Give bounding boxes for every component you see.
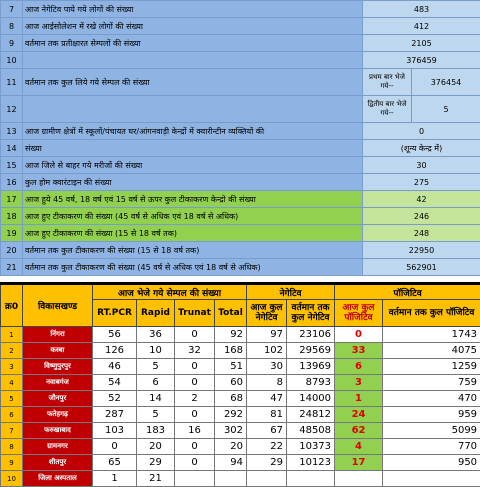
row-value: 30 bbox=[363, 157, 480, 174]
header-today-positive: आज कुल पॉजिटिव bbox=[335, 300, 383, 327]
table-row bbox=[1, 439, 480, 455]
cell-cum-negative: 14000 bbox=[287, 391, 335, 407]
row-number: 17 bbox=[1, 191, 23, 208]
cell-rapid: 20 bbox=[137, 439, 175, 455]
cell-total: 51 bbox=[215, 359, 247, 375]
cell-rtpcr: 56 bbox=[93, 327, 137, 343]
cell-sno: 7 bbox=[1, 423, 23, 439]
row-label: वर्तमान तक प्रतीक्षारत सेम्पलों की संख्या bbox=[23, 35, 363, 52]
cell-today-positive: 24 bbox=[335, 407, 383, 423]
row-value: 0 bbox=[363, 123, 480, 140]
row-label: आज नेगेटिव पाये गये लोगों की संख्या bbox=[23, 1, 363, 18]
cell-cum-negative: 13969 bbox=[287, 359, 335, 375]
cell-sno: 2 bbox=[1, 343, 23, 359]
row-sub-label: प्रथम बार भेजे गये-- bbox=[363, 69, 412, 95]
cell-today-positive: 1 bbox=[335, 391, 383, 407]
group-header-samples: आज भेजे गये सेम्पल की संख्या bbox=[93, 284, 247, 300]
cell-block: फतेहगढ़ bbox=[23, 407, 93, 423]
cell-today-negative: 29 bbox=[247, 455, 287, 471]
row-number: 7 bbox=[1, 1, 23, 18]
cell-sno: 8 bbox=[1, 439, 23, 455]
cell-block: कस्बा bbox=[23, 343, 93, 359]
row-value: 376454 bbox=[412, 69, 480, 95]
row-label: आज जिले से बाहर गये मरीजों की संख्या bbox=[23, 157, 363, 174]
cell-rtpcr: 287 bbox=[93, 407, 137, 423]
cell-trunat: 0 bbox=[175, 439, 215, 455]
cell-today-positive: 4 bbox=[335, 439, 383, 455]
cell-sno: 10 bbox=[1, 471, 23, 487]
summary-row bbox=[1, 242, 480, 259]
summary-row bbox=[1, 174, 480, 191]
cell-block: ग्रामनगर bbox=[23, 439, 93, 455]
row-number: 14 bbox=[1, 140, 23, 157]
cell-today-positive: 62 bbox=[335, 423, 383, 439]
summary-row bbox=[1, 96, 480, 123]
cell-cum-positive: 759 bbox=[383, 375, 480, 391]
cell-block: शीतपुर bbox=[23, 455, 93, 471]
summary-row bbox=[1, 140, 480, 157]
summary-row bbox=[1, 123, 480, 140]
cell-cum-positive: 959 bbox=[383, 407, 480, 423]
header-block: विकासखण्ड bbox=[23, 284, 93, 327]
cell-block: नवाबगंज bbox=[23, 375, 93, 391]
cell-rapid: 21 bbox=[137, 471, 175, 487]
row-number: 18 bbox=[1, 208, 23, 225]
cell-total: 92 bbox=[215, 327, 247, 343]
cell-cum-positive: 770 bbox=[383, 439, 480, 455]
cell-block: जौनपुर bbox=[23, 391, 93, 407]
row-label: आज हुये 45 वर्ष, 18 वर्ष एवं 15 वर्ष से ऊपर कुल टीकाकरण केन्द्रो की संख्या bbox=[23, 191, 363, 208]
header-rapid: Rapid bbox=[137, 300, 175, 327]
cell-today-negative: 81 bbox=[247, 407, 287, 423]
cell-block: विष्णुपुरपुर bbox=[23, 359, 93, 375]
cell-today-positive: 17 bbox=[335, 455, 383, 471]
cell-sno: 6 bbox=[1, 407, 23, 423]
cell-rtpcr: 126 bbox=[93, 343, 137, 359]
cell-today-positive: 0 bbox=[335, 327, 383, 343]
cell-cum-negative bbox=[287, 471, 335, 487]
summary-row bbox=[1, 35, 480, 52]
row-number: 13 bbox=[1, 123, 23, 140]
header-cum-positive: वर्तमान तक कुल पॉजिटिव bbox=[383, 300, 480, 327]
table-row bbox=[1, 359, 480, 375]
row-number: 16 bbox=[1, 174, 23, 191]
cell-cum-positive: 1259 bbox=[383, 359, 480, 375]
row-label: आज हुए टीकाकरण की संख्या (45 वर्ष से अधिक एवं 18 वर्ष से अधिक) bbox=[23, 208, 363, 225]
cell-cum-positive: 5099 bbox=[383, 423, 480, 439]
summary-row bbox=[1, 191, 480, 208]
summary-row bbox=[1, 225, 480, 242]
row-value: 42 bbox=[363, 191, 480, 208]
cell-total bbox=[215, 471, 247, 487]
cell-sno: 1 bbox=[1, 327, 23, 343]
summary-row bbox=[1, 157, 480, 174]
cell-rapid: 36 bbox=[137, 327, 175, 343]
summary-row bbox=[1, 1, 480, 18]
cell-today-positive bbox=[335, 471, 383, 487]
cell-trunat bbox=[175, 471, 215, 487]
cell-trunat: 0 bbox=[175, 375, 215, 391]
cell-rapid: 5 bbox=[137, 359, 175, 375]
row-label: वर्तमान तक कुल लिये गये सेम्पल की संख्या bbox=[23, 69, 363, 96]
cell-today-positive: 33 bbox=[335, 343, 383, 359]
cell-rapid: 29 bbox=[137, 455, 175, 471]
cell-total: 302 bbox=[215, 423, 247, 439]
cell-block: फरुखाबाद bbox=[23, 423, 93, 439]
row-value: (शून्य केन्द्र में) bbox=[363, 140, 480, 157]
row-value: 275 bbox=[363, 174, 480, 191]
row-value-cell bbox=[363, 69, 480, 96]
cell-cum-positive bbox=[383, 471, 480, 487]
row-label: वर्तमान तक कुल टीकाकरण की संख्या (45 वर्ष से अधिक एवं 18 वर्ष से अधिक) bbox=[23, 259, 363, 276]
table-row bbox=[1, 327, 480, 343]
row-sub-label: द्वितीय बार भेजे गये-- bbox=[363, 96, 412, 122]
cell-today-positive: 3 bbox=[335, 375, 383, 391]
summary-row bbox=[1, 69, 480, 96]
cell-rapid: 6 bbox=[137, 375, 175, 391]
cell-rtpcr: 103 bbox=[93, 423, 137, 439]
group-header-positive: पॉजिटिव bbox=[335, 284, 480, 300]
row-value: 22950 bbox=[363, 242, 480, 259]
cell-rapid: 14 bbox=[137, 391, 175, 407]
table-row bbox=[1, 471, 480, 487]
cell-today-negative: 8 bbox=[247, 375, 287, 391]
row-number: 21 bbox=[1, 259, 23, 276]
cell-cum-negative: 48508 bbox=[287, 423, 335, 439]
cell-cum-negative: 29569 bbox=[287, 343, 335, 359]
row-value: 248 bbox=[363, 225, 480, 242]
row-label: कुल होम क्वारंटाइन की संख्या bbox=[23, 174, 363, 191]
cell-rapid: 10 bbox=[137, 343, 175, 359]
row-value: 483 bbox=[363, 1, 480, 18]
cell-rtpcr: 65 bbox=[93, 455, 137, 471]
cell-cum-negative: 23106 bbox=[287, 327, 335, 343]
row-number: 19 bbox=[1, 225, 23, 242]
cell-total: 60 bbox=[215, 375, 247, 391]
summary-row bbox=[1, 52, 480, 69]
cell-block: निंगरा bbox=[23, 327, 93, 343]
cell-sno: 4 bbox=[1, 375, 23, 391]
header-trunat: Trunat bbox=[175, 300, 215, 327]
cell-today-negative: 30 bbox=[247, 359, 287, 375]
header-total: Total bbox=[215, 300, 247, 327]
cell-today-negative: 97 bbox=[247, 327, 287, 343]
cell-cum-negative: 24812 bbox=[287, 407, 335, 423]
header-rtpcr: RT.PCR bbox=[93, 300, 137, 327]
table-row bbox=[1, 375, 480, 391]
row-value-cell bbox=[363, 96, 480, 123]
cell-cum-negative: 10373 bbox=[287, 439, 335, 455]
cell-total: 68 bbox=[215, 391, 247, 407]
cell-trunat: 0 bbox=[175, 407, 215, 423]
row-label bbox=[23, 96, 363, 123]
table-row bbox=[1, 407, 480, 423]
cell-rtpcr: 54 bbox=[93, 375, 137, 391]
cell-total: 20 bbox=[215, 439, 247, 455]
summary-row bbox=[1, 208, 480, 225]
summary-row bbox=[1, 259, 480, 276]
cell-sno: 5 bbox=[1, 391, 23, 407]
cell-trunat: 16 bbox=[175, 423, 215, 439]
row-number: 12 bbox=[1, 96, 23, 123]
cell-trunat: 32 bbox=[175, 343, 215, 359]
cell-rtpcr: 0 bbox=[93, 439, 137, 455]
row-label: वर्तमान तक कुल टीकाकरण की संख्या (15 से 18 वर्ष तक) bbox=[23, 242, 363, 259]
cell-rapid: 183 bbox=[137, 423, 175, 439]
row-label: आज आईसोलेशन में रखे लोगों की संख्या bbox=[23, 18, 363, 35]
row-number: 9 bbox=[1, 35, 23, 52]
cell-block: जिला अस्पताल bbox=[23, 471, 93, 487]
header-cum-negative: वर्तमान तक कुल नेगेटिव bbox=[287, 300, 335, 327]
table-row bbox=[1, 423, 480, 439]
table-row bbox=[1, 343, 480, 359]
row-number: 10 bbox=[1, 52, 23, 69]
cell-cum-positive: 950 bbox=[383, 455, 480, 471]
cell-trunat: 0 bbox=[175, 359, 215, 375]
row-label bbox=[23, 52, 363, 69]
cell-trunat: 0 bbox=[175, 455, 215, 471]
row-value: 5 bbox=[412, 96, 480, 122]
row-number: 8 bbox=[1, 18, 23, 35]
row-number: 11 bbox=[1, 69, 23, 96]
row-label: आज हुए टीकाकरण की संख्या (15 से 18 वर्ष तक) bbox=[23, 225, 363, 242]
table-row bbox=[1, 455, 480, 471]
row-number: 15 bbox=[1, 157, 23, 174]
cell-total: 94 bbox=[215, 455, 247, 471]
cell-rapid: 5 bbox=[137, 407, 175, 423]
cell-rtpcr: 46 bbox=[93, 359, 137, 375]
row-value: 2105 bbox=[363, 35, 480, 52]
cell-today-negative: 47 bbox=[247, 391, 287, 407]
cell-today-negative: 22 bbox=[247, 439, 287, 455]
cell-today-positive: 6 bbox=[335, 359, 383, 375]
cell-today-negative: 102 bbox=[247, 343, 287, 359]
cell-cum-negative: 10123 bbox=[287, 455, 335, 471]
header-sno: क्र0 bbox=[1, 284, 23, 327]
cell-sno: 3 bbox=[1, 359, 23, 375]
cell-today-negative: 67 bbox=[247, 423, 287, 439]
block-wise-table bbox=[0, 282, 480, 487]
row-value: 376459 bbox=[363, 52, 480, 69]
cell-rtpcr: 52 bbox=[93, 391, 137, 407]
cell-trunat: 0 bbox=[175, 327, 215, 343]
summary-row bbox=[1, 18, 480, 35]
cell-total: 168 bbox=[215, 343, 247, 359]
row-value: 246 bbox=[363, 208, 480, 225]
group-header-negative: नेगेटिव bbox=[247, 284, 335, 300]
header-today-negative: आज कुल नेगेटिव bbox=[247, 300, 287, 327]
table-row bbox=[1, 391, 480, 407]
cell-today-negative bbox=[247, 471, 287, 487]
row-label: आज ग्रामीण क्षेत्रों में स्कूलों/पंचायत घर/आंगनवाड़ी केन्द्रों में क्वारीन्टीन व्यक्तियों की bbox=[23, 123, 363, 140]
cell-cum-positive: 470 bbox=[383, 391, 480, 407]
row-number: 20 bbox=[1, 242, 23, 259]
cell-trunat: 2 bbox=[175, 391, 215, 407]
row-value: 412 bbox=[363, 18, 480, 35]
cell-cum-negative: 8793 bbox=[287, 375, 335, 391]
row-label: संख्या bbox=[23, 140, 363, 157]
cell-cum-positive: 4075 bbox=[383, 343, 480, 359]
cell-cum-positive: 1743 bbox=[383, 327, 480, 343]
cell-rtpcr: 1 bbox=[93, 471, 137, 487]
cell-total: 292 bbox=[215, 407, 247, 423]
cell-sno: 9 bbox=[1, 455, 23, 471]
row-value: 562901 bbox=[363, 259, 480, 276]
